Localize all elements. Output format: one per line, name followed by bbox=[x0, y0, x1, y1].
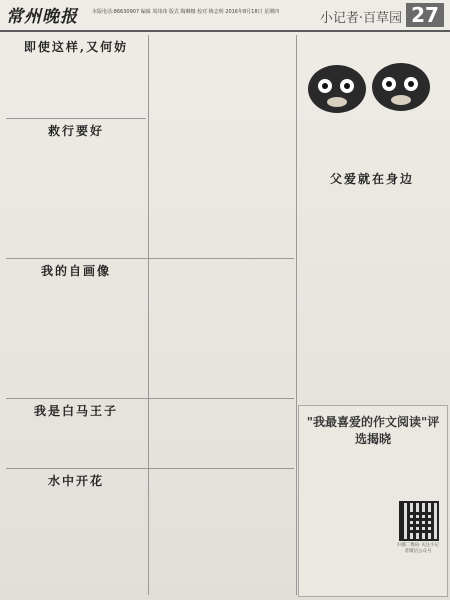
promo-title: "我最喜爱的作文阅读"评选揭晓 bbox=[306, 415, 440, 446]
masthead bbox=[0, 0, 450, 32]
sheep-illustration bbox=[300, 45, 440, 125]
article-divider bbox=[6, 398, 294, 399]
article-title: 即使这样,又何妨 bbox=[23, 40, 129, 54]
article-2 bbox=[6, 122, 146, 256]
muzzle-icon bbox=[391, 95, 411, 105]
issue-meta: 本版电话:86630907 编辑 周玮玮 版式 陶琳娜 校对 梅志明 2016年8月18日 星期四 bbox=[92, 9, 280, 15]
eye-icon bbox=[404, 77, 418, 91]
article-title: 水中开花 bbox=[47, 474, 104, 488]
article-divider bbox=[6, 258, 294, 259]
eye-icon bbox=[382, 77, 396, 91]
promo-box bbox=[298, 405, 448, 597]
newspaper-logo: 常州晚报 bbox=[6, 7, 78, 27]
sheep-icon bbox=[308, 65, 366, 113]
sheep-icon bbox=[372, 63, 430, 111]
article-title: 我是白马王子 bbox=[33, 404, 118, 418]
article-divider bbox=[6, 118, 146, 119]
qr-code-icon[interactable] bbox=[399, 501, 439, 541]
article-4 bbox=[6, 402, 294, 466]
muzzle-icon bbox=[327, 97, 347, 107]
page-number: 27 bbox=[406, 3, 444, 27]
article-title: 我的自画像 bbox=[40, 264, 111, 278]
article-title: 父爱就在身边 bbox=[329, 172, 414, 186]
article-3 bbox=[6, 262, 294, 396]
section-title: 小记者·百草园 bbox=[319, 11, 402, 26]
eye-icon bbox=[318, 79, 332, 93]
article-6 bbox=[300, 170, 444, 400]
article-1 bbox=[6, 38, 146, 116]
article-divider bbox=[6, 468, 294, 469]
column-divider bbox=[296, 35, 297, 595]
article-5 bbox=[6, 472, 294, 596]
article-title: 救行要好 bbox=[47, 124, 104, 138]
qr-caption: 扫描二维码 关注小记者微信公众号 bbox=[397, 543, 439, 554]
eye-icon bbox=[340, 79, 354, 93]
